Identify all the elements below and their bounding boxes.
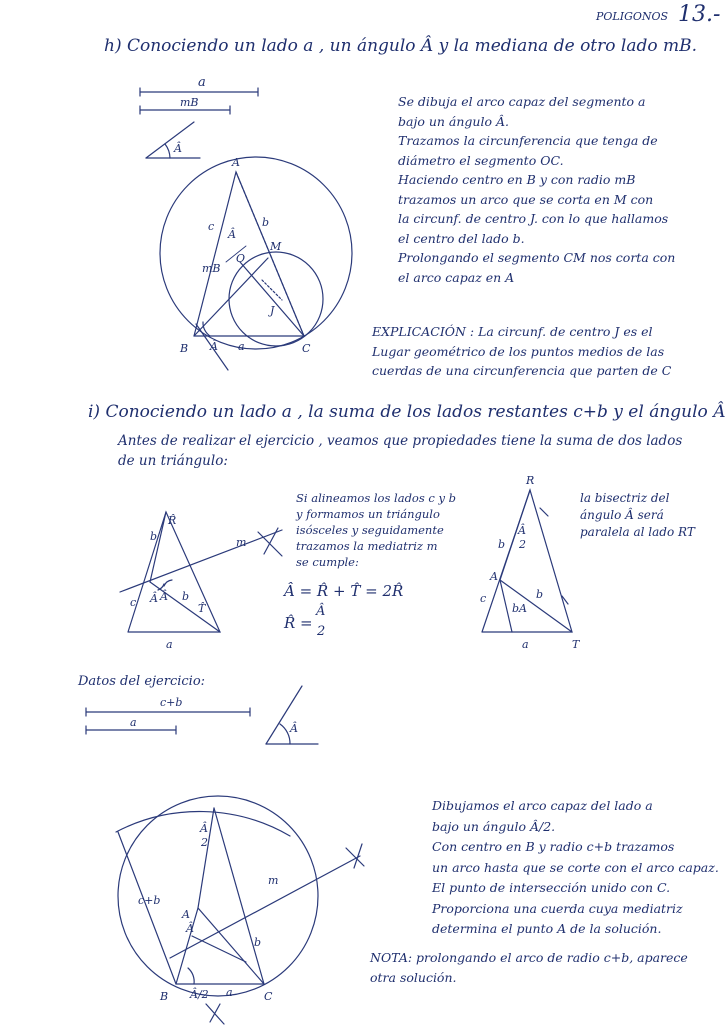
- given-mb-label: mB: [180, 96, 199, 109]
- sol-label-c: C: [264, 990, 273, 1003]
- fig2-frac-den: 2: [519, 538, 526, 551]
- section-h-explanation: EXPLICACIÓN : La circunf. de centro J es el Lugar geométrico de los puntos medios de las cuerdas de una circunferencia que parten de C: [372, 324, 672, 378]
- label-angle-b: Â: [210, 340, 218, 353]
- label-angle-a: Â: [228, 228, 236, 241]
- label-b-vertex: B: [180, 342, 189, 355]
- properties-text: Si alineamos los lados c y b y formamos un triángulo isósceles y seguidamente trazamos la mediatriz m se cumple:: [296, 491, 457, 569]
- i-solution-figure: [116, 796, 364, 1024]
- label-a-vertex: A: [232, 156, 240, 169]
- sol-label-m: m: [268, 874, 279, 887]
- sol-label-a-side: a: [226, 986, 233, 999]
- label-c-vertex: C: [302, 342, 311, 355]
- section-h-text: Se dibuja el arco capaz del segmento a bajo un ángulo Â. Trazamos la circunferencia que tenga de diámetro el segmento OC. Haciendo centro en B y con radio mB trazamos un arco que se corta en M con la circunf. de centro J. con lo que hallamos el centro del lado b. Prolongando el segmento CM nos corta con el arco capaz en A: [398, 94, 676, 285]
- data-cb-label: c+b: [160, 696, 183, 709]
- data-a-label: a: [130, 716, 137, 729]
- mediatrix-m: [120, 530, 282, 592]
- fig1-label-t: T̂: [198, 602, 206, 615]
- label-mb: mB: [202, 262, 221, 275]
- label-c-side: c: [208, 220, 215, 233]
- given-angle-label: Â: [174, 142, 182, 155]
- fig2-label-a: A: [490, 570, 498, 583]
- fig2-label-ba: bA: [512, 602, 527, 615]
- fig1-label-a2: Â: [160, 590, 168, 603]
- fig1-label-b1: b: [150, 530, 158, 543]
- label-o: O: [236, 252, 246, 265]
- i-figure-2: [482, 490, 572, 632]
- fig1-label-m: m: [236, 536, 247, 549]
- given-a-label: a: [198, 75, 206, 90]
- data-angle-label: Â: [290, 722, 298, 735]
- section-header: POLIGONOS: [596, 10, 669, 23]
- fig2-frac-num: Â: [518, 524, 526, 537]
- bisector-text: la bisectriz del ángulo Â será paralela al lado RT: [580, 491, 695, 539]
- label-a-side: a: [238, 340, 245, 353]
- h-given-data: [140, 88, 258, 158]
- data-angle-ray: [266, 686, 302, 744]
- fig1-label-a1: Â: [150, 592, 158, 605]
- i-data-segments: [86, 686, 318, 744]
- fig2-label-b: b: [498, 538, 506, 551]
- label-j: J: [270, 304, 275, 317]
- equation-2-denominator: 2: [317, 624, 326, 639]
- segment-oc: [240, 262, 304, 336]
- label-b-side: b: [262, 216, 270, 229]
- fig2-label-t: T: [572, 638, 580, 651]
- note-text: NOTA: prolongando el arco de radio c+b, aparece otra solución.: [370, 950, 688, 985]
- section-h-title: h) Conociendo un lado a , un ángulo Â y la mediana de otro lado mB.: [104, 36, 698, 56]
- fig2-label-c: c: [480, 592, 487, 605]
- equation-1: Â = R̂ + T̂ = 2R̂: [284, 582, 404, 600]
- sol-label-a: A: [182, 908, 190, 921]
- radius-cb-line: [118, 832, 176, 984]
- section-i-title: i) Conociendo un lado a , la suma de los lados restantes c+b y el ángulo Â: [88, 402, 726, 422]
- sol-label-cb: c+b: [138, 894, 161, 907]
- h-main-figure: [160, 157, 352, 370]
- fig1-label-a: a: [166, 638, 173, 651]
- data-title: Datos del ejercicio:: [78, 674, 206, 689]
- sol-label-b: B: [160, 990, 169, 1003]
- fig2-label-a-side: a: [522, 638, 529, 651]
- fig1-label-b2: b: [182, 590, 190, 603]
- equation-2-numerator: Â: [316, 604, 326, 619]
- sol-label-half: Â/2: [190, 988, 209, 1001]
- sol-label-angle-a: Â: [186, 922, 194, 935]
- sol-frac-den: 2: [201, 836, 208, 849]
- capable-arc-circle: [160, 157, 352, 349]
- fig1-label-c: c: [130, 596, 137, 609]
- section-i-intro: Antes de realizar el ejercicio , veamos que propiedades tiene la suma de dos lados de un triángulo:: [118, 433, 683, 469]
- given-angle-ray: [146, 122, 194, 158]
- sol-frac-num: Â: [200, 822, 208, 835]
- page-number: 13.-: [678, 2, 721, 27]
- fig1-label-r: R̂: [168, 514, 177, 527]
- fig2-label-r: R: [526, 474, 535, 487]
- sol-label-b-side: b: [254, 936, 262, 949]
- solution-text: Dibujamos el arco capaz del lado a bajo un ángulo Â/2. Con centro en B y radio c+b trazamos un arco hasta que se corte con el arco capaz. El punto de intersección unido con C. Proporciona una cuerda cuya mediatriz determina el punto A de la solución.: [432, 798, 719, 936]
- fig2-label-b2: b: [536, 588, 544, 601]
- label-m: M: [270, 240, 282, 253]
- equation-2-left: R̂ =: [284, 614, 313, 632]
